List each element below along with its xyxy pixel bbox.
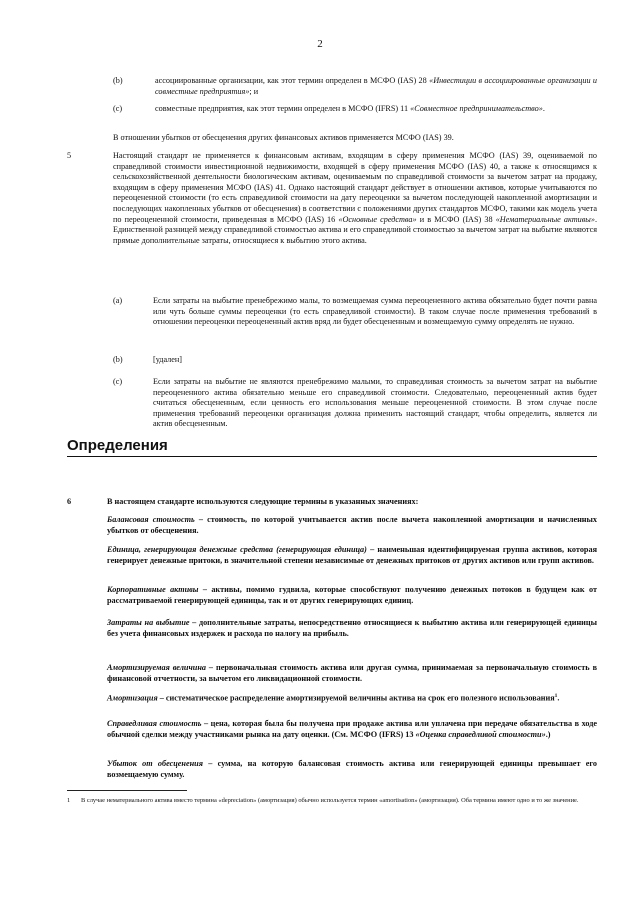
list-item-c-joint-ventures: совместные предприятия, как этот термин определен в МСФО (IFRS) 11 «Совместное предпринимательство».: [155, 104, 545, 113]
list-label-c: (c): [113, 104, 123, 113]
definition-cash-generating-unit: Единица, генерирующая денежные средства (генерирующая единица) – наименьшая идентифицируемая группа активов, которая генерирует денежные притоки, в значительной степени независимые от денежных притоков от других активов или групп активов.: [107, 545, 597, 565]
definition-corporate-assets: Корпоративные активы – активы, помимо гудвила, которые способствуют получению денежных потоков в будущем как от рассматриваемой генерирующей единицы, так и от других генерирующих единиц.: [107, 585, 597, 605]
sub-item-b-text: [удален]: [153, 355, 183, 364]
definition-impairment-loss: Убыток от обесценения – сумма, на которую балансовая стоимость актива или генерирующей единицы превышает его возмещаемую сумму.: [107, 759, 597, 779]
paragraph-number-6: 6: [67, 497, 72, 506]
footnote-mark: 1: [67, 797, 71, 804]
paragraph-number-5: 5: [67, 151, 72, 160]
heading-rule: [67, 456, 597, 457]
definition-fair-value: Справедливая стоимость – цена, которая была бы получена при продаже актива или уплачена при передаче обязательства в ходе обычной сделки между участниками рынка на дату оценки. (См. МСФО (IFRS) 13 «Оценка справедливой стоимости».): [107, 719, 597, 739]
definition-carrying-amount: Балансовая стоимость – стоимость, по которой учитывается актив после вычета накопленной амортизации и начисленных убытков от обесценения.: [107, 515, 597, 535]
definitions-intro: В настоящем стандарте используются следующие термины в указанных значениях:: [107, 497, 419, 506]
sub-item-a-text: Если затраты на выбытие пренебрежимо малы, то возмещаемая сумма переоцененного актива обязательно будет почти равна или чуть больше суммы переоценки (то есть справедливой стоимости). В таком случае после применения требований в отношении переоценки переоцененный актив вряд ли будет обесцененным и возмещаемую сумму определять не нужно.: [153, 296, 597, 327]
definition-costs-of-disposal: Затраты на выбытие – дополнительные затраты, непосредственно относящиеся к выбытию актива или генерирующей единицы без учета финансовых издержек и расхода по налогу на прибыль.: [107, 618, 597, 638]
section-heading-definitions: Определения: [67, 437, 168, 454]
footnote-rule: [67, 790, 187, 791]
list-item-b-associates: ассоциированные организации, как этот термин определен в МСФО (IAS) 28 «Инвестиции в ассоциированные организации и совместные предприятия»; и: [155, 76, 597, 96]
footnote-ref: 1: [554, 693, 558, 699]
sub-label-a: (a): [113, 296, 123, 305]
sub-label-c: (c): [113, 377, 123, 386]
footnote-text: В случае нематериального актива вместо термина «depreciation» (амортизация) обычно используется термин «amortisation» (амортизация). Оба термина имеют одно и то же значение.: [81, 797, 579, 804]
page-number: 2: [317, 38, 323, 50]
sub-item-c-text: Если затраты на выбытие не являются пренебрежимо малыми, то справедливая стоимость за вычетом затрат на выбытие переоцененного актива обязательно меньше его справедливой стоимости. Следовательно, переоцененный актив будет считаться обесцененным, если ценность его использования меньше переоцененной стоимости. В этом случае после применения требований переоценки организация должна применить настоящий стандарт, чтобы определить, является ли актив обесцененным.: [153, 377, 597, 429]
definition-depreciable-amount: Амортизируемая величина – первоначальная стоимость актива или другая сумма, принимаемая за первоначальную стоимость в финансовой отчетности, за вычетом его ликвидационной стоимости.: [107, 663, 597, 683]
paragraph-5-text: Настоящий стандарт не применяется к финансовым активам, входящим в сферу применения МСФО (IAS) 39, оцениваемой по справедливой стоимости инвестиционной недвижимости, входящей в сферу применения МСФО (IAS) 40, а также к относящимся к сельскохозяйственной деятельности биологическим активам, оцениваемым по справедливой стоимости за вычетом затрат на продажу, входящим в сферу применения МСФО (IAS) 41. Однако настоящий стандарт действует в отношении активов, которые учитываются по переоцененной стоимости (то есть справедливой стоимости на дату переоценки за вычетом последующей накопленной амортизации и последующих накопленных убытков от обесценения) в соответствии с положениями других стандартов МСФО, такими как модель учета по переоцененной стоимости, приведенная в МСФО (IAS) 16 «Основные средства» и в МСФО (IAS) 38 «Нематериальные активы». Единственной разницей между справедливой стоимостью актива и его справедливой стоимостью за вычетом затрат на выбытие являются прямые дополнительные затраты, относящиеся к выбытию этого актива.: [113, 151, 597, 245]
list-label-b: (b): [113, 76, 123, 85]
sub-label-b: (b): [113, 355, 123, 364]
impairment-note: В отношении убытков от обесценения других финансовых активов применяется МСФО (IAS) 39.: [113, 133, 454, 142]
definition-depreciation: Амортизация – систематическое распределение амортизируемой величины актива на срок его полезного использования$^1$.: [107, 693, 560, 703]
